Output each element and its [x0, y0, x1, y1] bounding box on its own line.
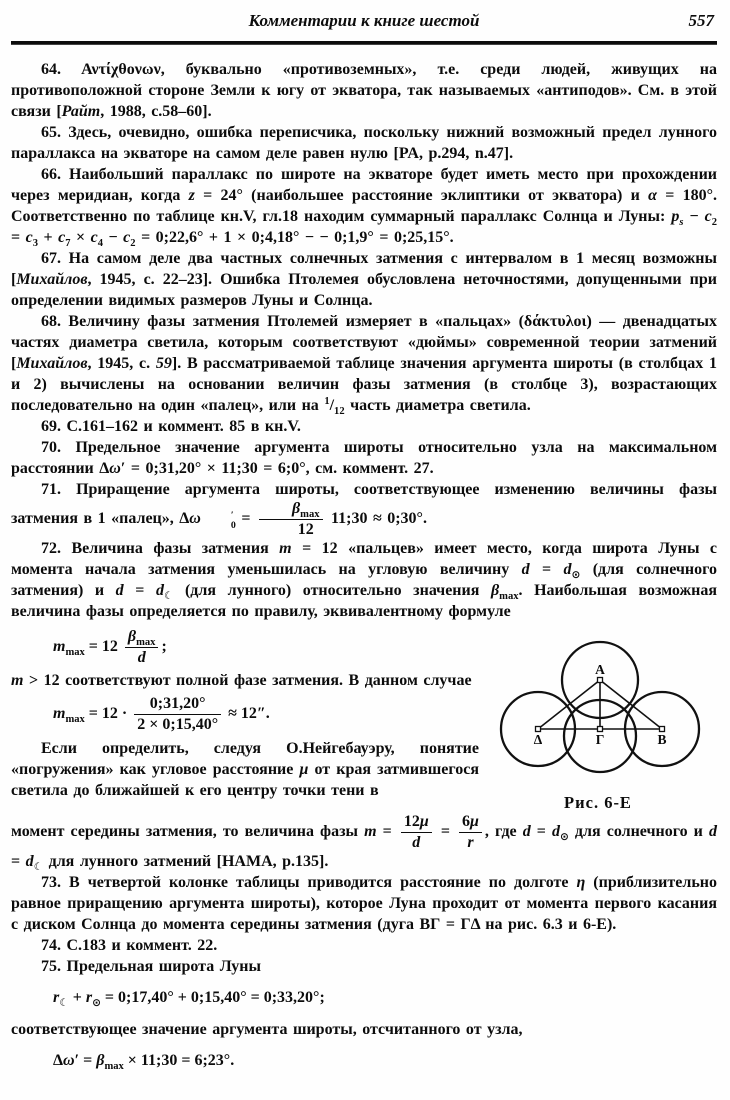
edge-a-b — [600, 680, 662, 729]
comment-69: 69. С.161–162 и коммент. 85 в кн.V. — [41, 418, 301, 435]
equation-mmax-value: $m_{max} = 12$ · $\frac{0;31,20^\circ}{2 \times 0;15,40^\circ}$ ≈ 12″. — [53, 695, 270, 733]
figure-6e — [479, 624, 717, 813]
edge-a-delta — [538, 680, 600, 729]
paragraph-immersion: Если определить, следуя О.Нейгебауэру, понятие «погружения» как угловое расстояние μ от края затмившегося светила до ближайшей к его центру точки тени в — [11, 739, 480, 799]
comment-70: 70. Предельное значение аргумента широты относительно узла на максимальном расстоянии Δω′ = 0;31,20° × 11;30 = 6;0°, см. коммент. 27. — [11, 439, 717, 477]
label-a: А — [595, 662, 605, 678]
figure-caption: Рис. 6-Е — [564, 793, 632, 813]
equation-domega: $\Delta\omega' = \beta_{max}$ × 11;30 = 6;23°. — [53, 1052, 235, 1073]
comment-64: 64. Αντίχθονων, буквально «противоземных», т.е. среди людей, живущих на противоположной стороне Земли к югу от экватора, так называемых «антиподов». См. в этой связи [Райт, 1988, с.58–60]. — [11, 61, 717, 120]
paragraph-node-argument: соответствующее значение аргумента широты, отсчитанного от узла, — [11, 1021, 523, 1039]
comment-72: 72. Величина фазы затмения m = 12 «пальцев» имеет место, когда широта Луны с момента начала затмения уменьшилась на угловую величину $d = d_⊙$ (для солнечного затмения) и $d = d_☾$ (для лунного) относительно значения $\beta_{max}$. Наибольшая возможная величина фазы определяется по правилу, эквивалентному формуле — [11, 540, 718, 621]
label-gamma: Γ — [595, 732, 605, 748]
eclipse-geometry-figure — [482, 636, 714, 778]
header-rule — [11, 41, 717, 45]
content-bottom — [11, 813, 717, 1071]
running-head: Комментарии к книге шестой — [248, 11, 480, 30]
comment-67: 67. На самом деле два частных солнечных затмения с интервалом в 1 месяц возможны [Михайлов, 1945, с. 22–23]. Ошибка Птолемея обусловлена неточностями, допущенными при определении видимых размеров Луны и Солнца. — [11, 250, 717, 309]
page-header — [11, 10, 717, 34]
comment-74: 74. С.183 и коммент. 22. — [41, 937, 218, 955]
point-b — [660, 727, 665, 732]
point-a — [598, 678, 603, 683]
point-gamma — [598, 727, 603, 732]
label-delta: Δ — [533, 732, 543, 748]
content-left — [11, 624, 479, 813]
comment-72-continued: m > 12 соответствуют полной фазе затмения. В данном случае — [11, 672, 472, 690]
content-top — [11, 59, 717, 622]
label-b: В — [657, 732, 667, 748]
content-columns — [11, 624, 717, 813]
comment-65: 65. Здесь, очевидно, ошибка переписчика, поскольку нижний возможный предел лунного параллакса на экваторе на самом деле равен нулю [PA, p.294, n.47]. — [11, 124, 717, 162]
comment-71: 71. Приращение аргумента широты, соответствующее изменению величины фазы затмения в 1 «палец», Δω ′ 0 = $\frac{\beta_{max}}{12}$ 11;30 ≈ 0;30°. — [11, 481, 717, 538]
comment-66: 66. Наибольший параллакс по широте на экваторе будет иметь место при прохождении через меридиан, когда z = 24° (наибольшее расстояние эклиптики от экватора) и α = 180°. Соответственно по таблице кн.V, гл.18 находим суммарный параллакс Солнца и Луны: $p_s - c_2 = c_3 + c_7 \times c_4 - c_2$ = 0;22,6° + 1 × 0;4,18° − − 0;1,9° = 0;25,15°. — [11, 166, 718, 249]
comment-68: 68. Величину фазы затмения Птолемей измеряет в «пальцах» (δάκτυλοι) — двенадцатых частях диаметра светила, которым соответствуют «дюймы» современной теории затмений [Михайлов, 1945, с. 59]. В рассматриваемой таблице значения аргумента широты (в столбцах 1 и 2) вычислены на основании величин фазы затмения (в столбце 3), возрастающих последовательно на один «палец», или на $^1/_{12}$ часть диаметра светила. — [11, 313, 717, 417]
page-number: 557 — [688, 11, 714, 30]
comment-75: 75. Предельная широта Луны — [41, 958, 261, 976]
equation-limit-latitude: $r_☾ + r_⊙$ = 0;17,40° + 0;15,40° = 0;33,20°; — [53, 989, 325, 1010]
equation-mmax-rule: $m_{max} = 12$ $\frac{\beta_{max}}{d}$ ; — [53, 628, 167, 666]
paragraph-immersion-continued: момент середины затмения, то величина фазы m = $\frac{12\mu}{d}$ = $\frac{6\mu}{r}$ , где $d = d_⊙$ для солнечного и $d = d_☾$ для лунного затмений [HAMA, p.135]. — [11, 813, 717, 874]
point-delta — [536, 727, 541, 732]
comment-73: 73. В четвертой колонке таблицы приводится расстояние по долготе η (приблизительно равное приращению аргумента широты), которое Луна проходит от момента первого касания с диском Солнца до момента середины затмения (дуга ВГ = ГΔ на рис. 6.3 и 6-Е). — [11, 874, 717, 934]
